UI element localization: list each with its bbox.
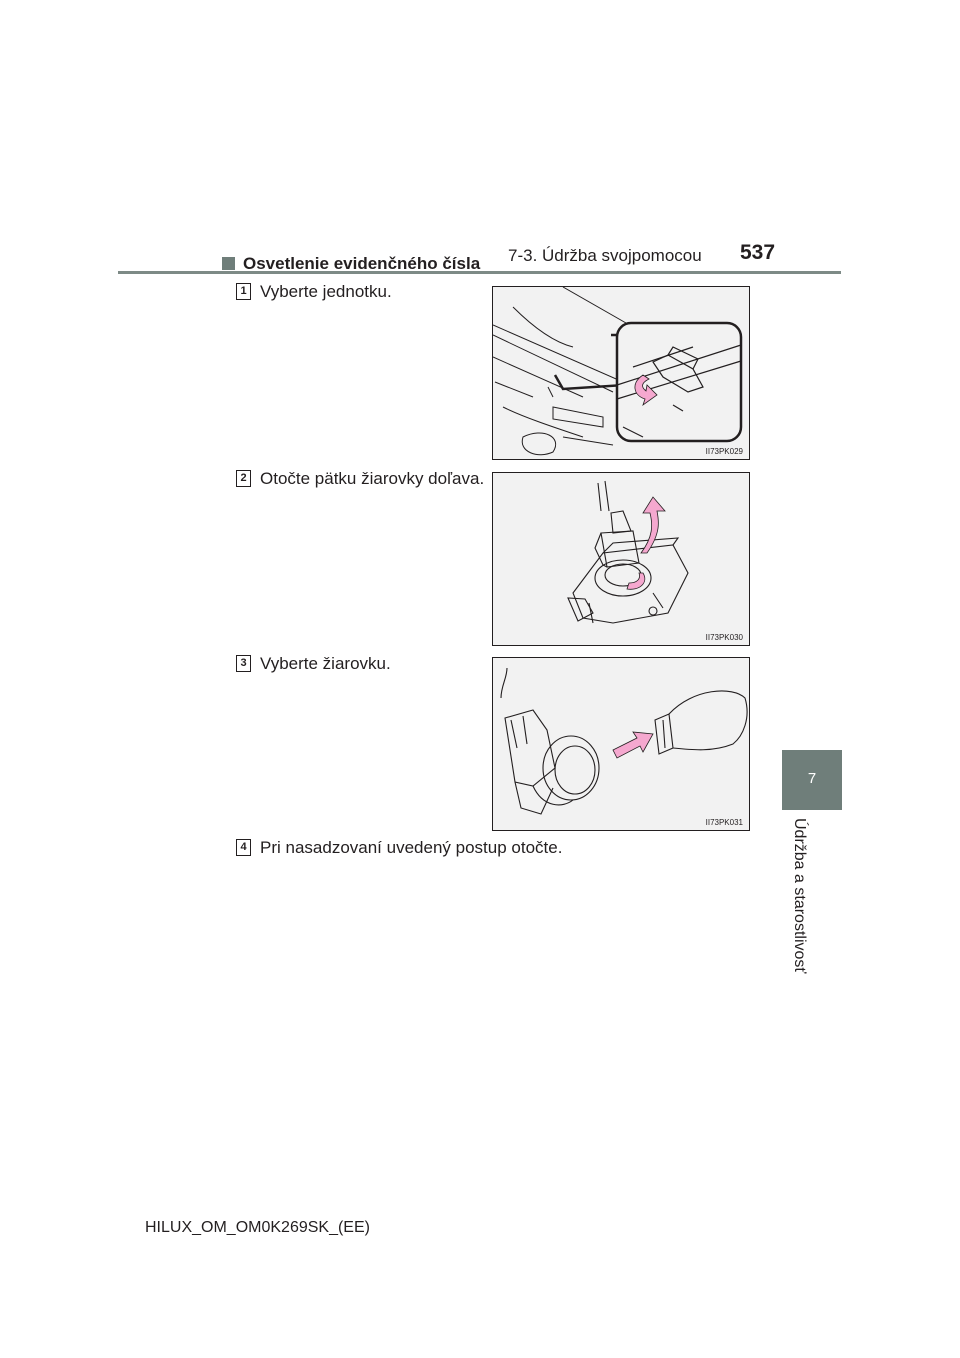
section-heading	[222, 254, 480, 274]
chapter-header-title: 7-3. Údržba svojpomocou	[508, 246, 702, 265]
chapter-tab[interactable]	[782, 750, 842, 810]
step-number-2: 2	[236, 470, 251, 487]
step-number-1: 1	[236, 283, 251, 300]
figure-code-2: II73PK030	[705, 633, 743, 642]
step-text-2: Otočte pätku žiarovky doľava.	[260, 469, 485, 488]
step-number-3: 3	[236, 655, 251, 672]
step-text-3: Vyberte žiarovku.	[260, 654, 391, 673]
lamp-housing-illustration	[493, 473, 749, 645]
step-text-4: Pri nasadzovaní uvedený postup otočte.	[260, 838, 563, 857]
section-heading-text: Osvetlenie evidenčného čísla	[243, 254, 481, 273]
step-text-1: Vyberte jednotku.	[260, 282, 392, 301]
bulb-socket-illustration	[493, 658, 749, 830]
step-number-4: 4	[236, 839, 251, 856]
square-bullet-icon	[222, 257, 235, 270]
figure-code-3: II73PK031	[705, 818, 743, 827]
insert-arrow-icon	[613, 732, 653, 758]
chapter-tab-number: 7	[807, 770, 817, 787]
figure-rotate-bulb-base	[492, 472, 750, 646]
figure-remove-unit	[492, 286, 750, 460]
curved-up-arrow-icon	[641, 497, 665, 553]
chapter-side-label: Údržba a starostlivosť	[791, 818, 808, 974]
figure-remove-bulb	[492, 657, 750, 831]
manual-code-footer: HILUX_OM_OM0K269SK_(EE)	[145, 1219, 370, 1236]
figure-code-1: II73PK029	[705, 447, 743, 456]
page-number: 537	[740, 241, 776, 264]
rear-bumper-illustration	[493, 287, 749, 459]
